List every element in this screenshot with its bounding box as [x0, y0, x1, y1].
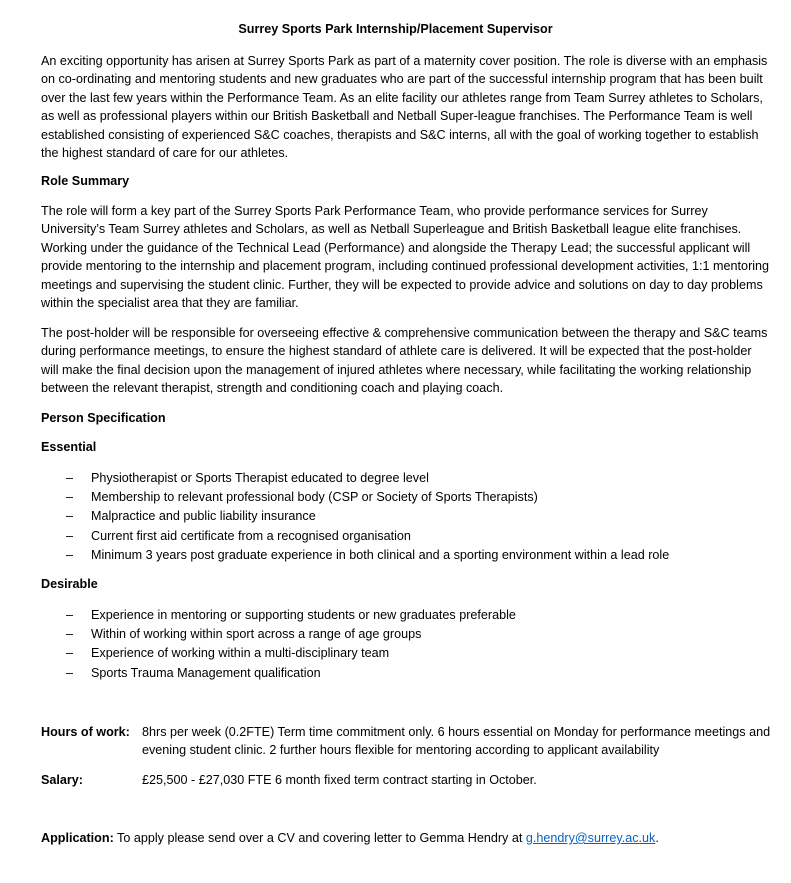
list-item-text: Sports Trauma Management qualification — [91, 665, 321, 680]
email-link[interactable]: g.hendry@surrey.ac.uk — [525, 831, 656, 845]
dash-bullet: – — [66, 509, 74, 524]
application-trailing: . — [655, 831, 659, 845]
list-item-text: Within of working within sport across a range of age groups — [91, 627, 422, 642]
dash-bullet: – — [66, 627, 74, 642]
list-item-text: Membership to relevant professional body (CSP or Society of Sports Therapists) — [91, 490, 538, 505]
dash-bullet: – — [66, 608, 74, 622]
list-item-text: Physiotherapist or Sports Therapist educated to degree level — [91, 471, 429, 485]
list-item — [41, 664, 771, 683]
dash-bullet: – — [66, 665, 74, 680]
list-item — [41, 625, 771, 644]
desirable-heading: Desirable — [41, 577, 98, 591]
list-item-text: Current first aid certificate from a recognised organisation — [91, 528, 411, 543]
desirable-list — [41, 606, 771, 683]
list-item — [41, 488, 771, 507]
hours-label: Hours of work: — [41, 725, 130, 739]
salary-label: Salary: — [41, 773, 84, 787]
list-item-text: Experience in mentoring or supporting students or new graduates preferable — [91, 608, 516, 622]
list-item — [41, 527, 771, 546]
list-item-text: Minimum 3 years post graduate experience in both clinical and a sporting environment within a lead role — [91, 547, 670, 562]
dash-bullet: – — [66, 547, 74, 562]
list-item-text: Experience of working within a multi-disciplinary team — [91, 646, 390, 661]
application-label: Application: — [41, 831, 114, 845]
document-title: Surrey Sports Park Internship/Placement Supervisor — [238, 22, 553, 36]
essential-heading: Essential — [41, 440, 97, 454]
essential-list — [41, 469, 771, 565]
dash-bullet: – — [66, 471, 74, 485]
dash-bullet: – — [66, 646, 74, 661]
list-item — [41, 507, 771, 526]
role-summary-paragraph-1: The role will form a key part of the Surrey Sports Park Performance Team, who provide performance services for Surrey University’s Team Surrey athletes and Scholars, as well as Netball Superleague and British Basketball league elite franchises. Working under the guidance of the Technical Lead (Performance) and alongside the Therapy Lead; the successful applicant will provide mentoring to the internship and placement program, including continued professional development activities, 1:1 mentoring meetings and supervising the student clinic. Further, they will be expected to provide advice and solutions on day to day problems within the specialist area that they are familiar. — [41, 204, 770, 311]
dash-bullet: – — [66, 490, 74, 505]
list-item — [41, 469, 771, 488]
list-item — [41, 606, 771, 625]
intro-paragraph: An exciting opportunity has arisen at Surrey Sports Park as part of a maternity cover position. The role is diverse with an emphasis on co-ordinating and mentoring students and new graduates who are part of the successful internship program that has been built over the last few years within the Performance Team. As an elite facility our athletes range from Team Surrey athletes to Scholars, as well as professional players within our British Basketball and Netball Super-league franchises. The Performance Team is well established consisting of experienced S&C coaches, therapists and S&C interns, all with the goal of working together to establish the highest standard of care for our athletes. — [41, 54, 768, 161]
hours-value: 8hrs per week (0.2FTE) Term time commitment only. 6 hours essential on Monday for performance meetings and evening student clinic. 2 further hours flexible for mentoring according to applicant availability — [142, 725, 771, 758]
list-item-text: Malpractice and public liability insurance — [91, 509, 316, 524]
list-item — [41, 546, 771, 565]
list-item — [41, 644, 771, 663]
salary-value: £25,500 - £27,030 FTE 6 month fixed term contract starting in October. — [142, 773, 537, 787]
application-line — [41, 829, 771, 847]
role-summary-heading: Role Summary — [41, 174, 130, 188]
role-summary-paragraph-2: The post-holder will be responsible for overseeing effective & comprehensive communication between the therapy and S&C teams during performance meetings, to ensure the highest standard of athlete care is delivered. It will be expected that the post-holder will make the final decision upon the management of injured athletes where necessary, while facilitating the working relationship between the relevant therapist, strength and conditioning coach and playing coach. — [41, 326, 768, 396]
dash-bullet: – — [66, 528, 74, 543]
person-spec-heading: Person Specification — [41, 411, 166, 425]
application-text: To apply please send over a CV and covering letter to Gemma Hendry at — [113, 831, 526, 845]
